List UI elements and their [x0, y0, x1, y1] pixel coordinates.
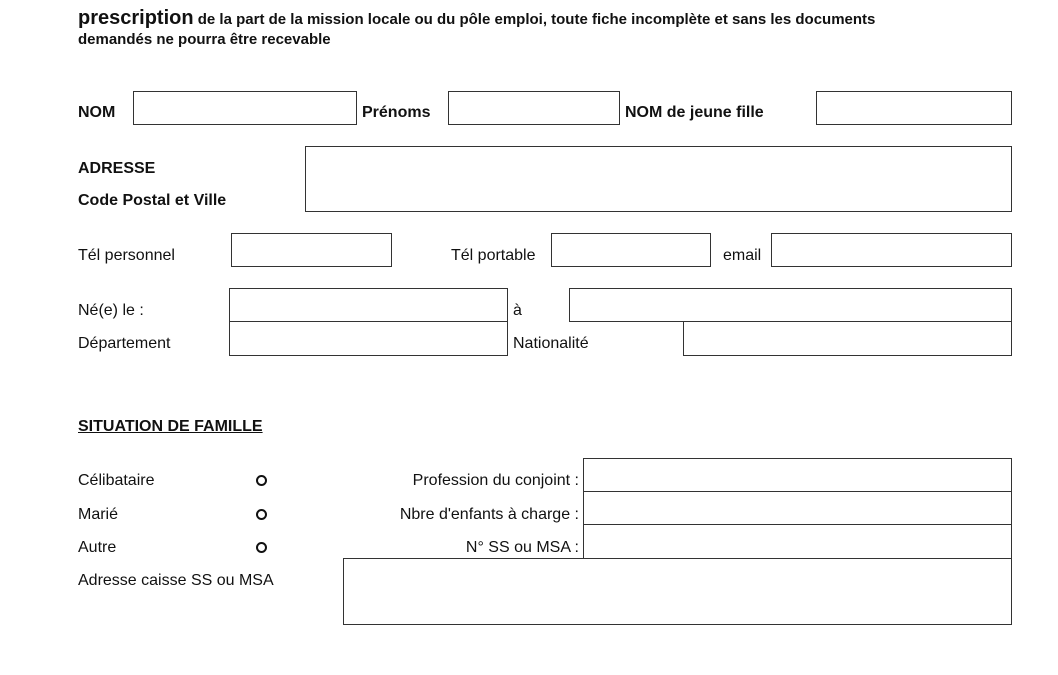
enfants-label: Nbre d'enfants à charge :	[399, 506, 579, 523]
lieu-label: à	[513, 302, 522, 319]
tel-perso-field[interactable]	[231, 233, 392, 267]
marie-label: Marié	[78, 506, 119, 523]
nom-field[interactable]	[133, 91, 357, 125]
adresse-field[interactable]	[305, 146, 1012, 212]
celibataire-label: Célibataire	[78, 472, 155, 489]
profession-label: Profession du conjoint :	[412, 472, 579, 489]
intro-line-2: demandés ne pourra être recevable	[78, 31, 331, 48]
autre-label: Autre	[78, 539, 117, 556]
celibataire-radio[interactable]	[256, 475, 267, 486]
email-field[interactable]	[771, 233, 1012, 267]
intro-lead: prescription	[78, 7, 194, 29]
lieu-naissance-field[interactable]	[569, 288, 1012, 322]
ne-le-field[interactable]	[229, 288, 508, 322]
adresse-label: ADRESSE	[78, 160, 156, 177]
ne-le-label: Né(e) le :	[78, 302, 144, 319]
ss-field[interactable]	[583, 524, 1012, 559]
nom-label: NOM	[78, 104, 116, 121]
ss-label: N° SS ou MSA :	[465, 539, 579, 556]
prenoms-label: Prénoms	[362, 104, 431, 121]
tel-portable-label: Tél portable	[451, 247, 536, 264]
tel-portable-field[interactable]	[551, 233, 711, 267]
email-label: email	[723, 247, 762, 264]
tel-perso-label: Tél personnel	[78, 247, 175, 264]
enfants-field[interactable]	[583, 491, 1012, 526]
adresse-caisse-label: Adresse caisse SS ou MSA	[78, 572, 274, 589]
nom-jeune-fille-field[interactable]	[816, 91, 1012, 125]
nationalite-field[interactable]	[683, 321, 1012, 356]
nationalite-label: Nationalité	[513, 335, 589, 352]
departement-label: Département	[78, 335, 171, 352]
autre-radio[interactable]	[256, 542, 267, 553]
intro-text: de la part de la mission locale ou du pôle emploi, toute fiche incomplète et sans les documents	[193, 11, 876, 28]
marie-radio[interactable]	[256, 509, 267, 520]
nom-jeune-fille-label: NOM de jeune fille	[625, 104, 764, 121]
prenoms-field[interactable]	[448, 91, 620, 125]
intro-line-1	[78, 5, 875, 33]
code-postal-label: Code Postal et Ville	[78, 192, 227, 209]
departement-field[interactable]	[229, 321, 508, 356]
adresse-caisse-field[interactable]	[343, 558, 1012, 625]
situation-famille-title: SITUATION DE FAMILLE	[78, 418, 263, 435]
profession-field[interactable]	[583, 458, 1012, 493]
